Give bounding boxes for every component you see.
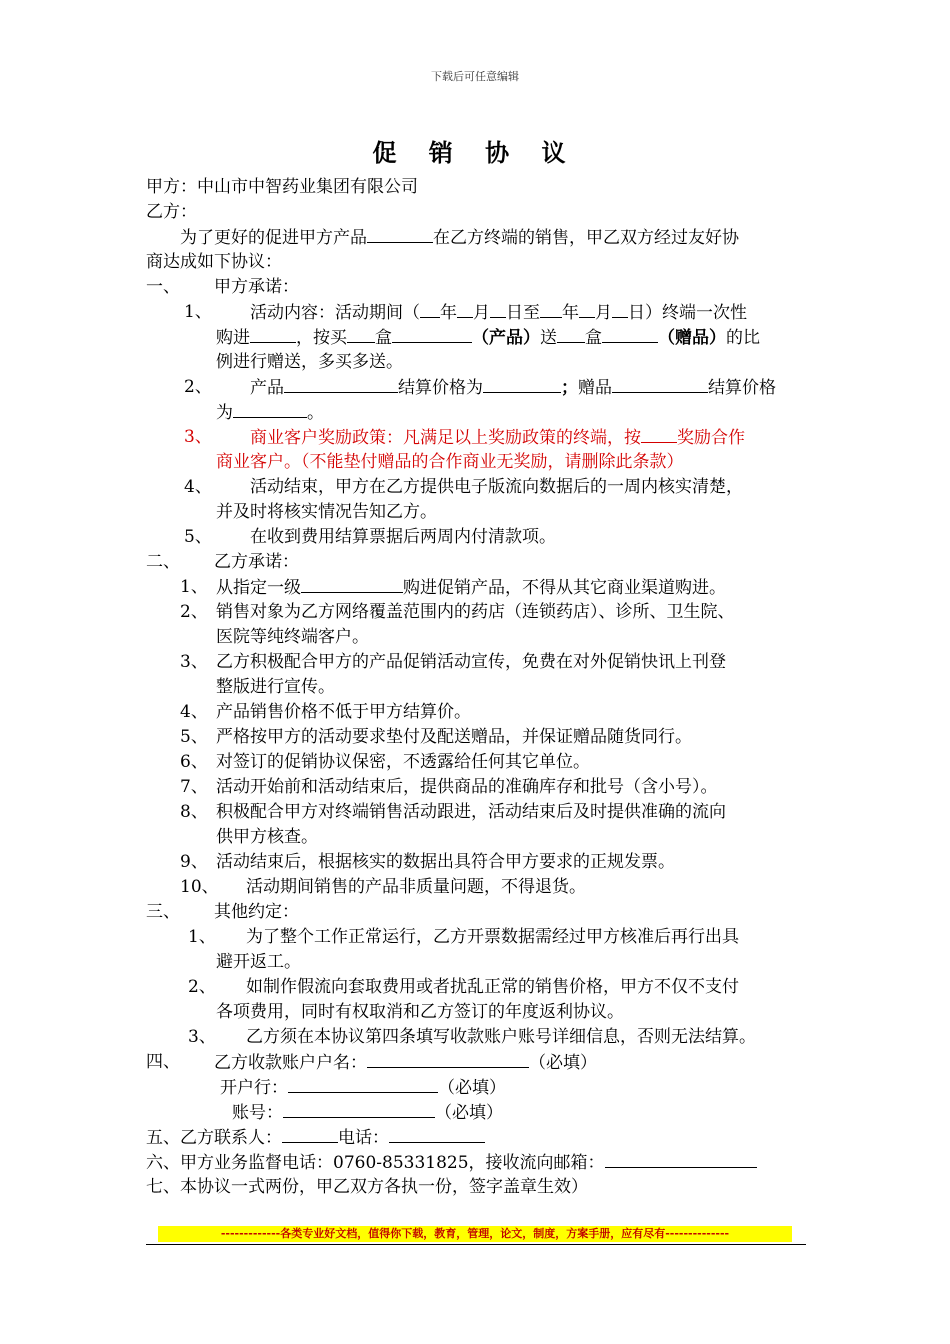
s2-item-7-number: 7、 — [180, 777, 208, 797]
s1-item-3-number: 3、 — [184, 427, 212, 447]
s2-item-4-number: 4、 — [180, 702, 208, 722]
s2-item-5-number: 5、 — [180, 727, 208, 747]
s1-item-1-number: 1、 — [184, 302, 212, 322]
contact-blank[interactable] — [282, 1125, 338, 1143]
section-7-row: 七、本协议一式两份，甲乙双方各执一份，签字盖章生效） — [146, 1177, 588, 1197]
s1-item-5-number: 5、 — [184, 527, 212, 547]
phone-blank[interactable] — [389, 1125, 485, 1143]
s1-item-1-line-1: 活动内容：活动期间（ 年 月 日至 年 月 日）终端一次性 — [250, 300, 747, 325]
s2-item-4-line-1: 产品销售价格不低于甲方结算价。 — [216, 702, 471, 722]
s2-item-6-number: 6、 — [180, 752, 208, 772]
intro-line-2: 商达成如下协议： — [146, 252, 282, 272]
s2-item-10-number: 10、 — [180, 877, 219, 897]
bank-blank[interactable] — [288, 1075, 438, 1093]
s2-item-2-line-1: 销售对象为乙方网络覆盖范围内的药店（连锁药店）、诊所、卫生院、 — [216, 602, 735, 622]
s2-item-3-line-1: 乙方积极配合甲方的产品促销活动宣传，免费在对外促销快讯上刊登 — [216, 652, 726, 672]
email-blank[interactable] — [605, 1150, 757, 1168]
s3-item-1-line-2: 避开返工。 — [216, 952, 301, 972]
s2-item-3-number: 3、 — [180, 652, 208, 672]
section-2-title: 乙方承诺： — [214, 552, 299, 572]
intro-line-1: 为了更好的促进甲方产品 在乙方终端的销售，甲乙双方经过友好协 — [180, 225, 739, 250]
s2-item-8-line-1: 积极配合甲方对终端销售活动跟进，活动结束后及时提供准确的流向 — [216, 802, 726, 822]
s2-item-7-line-1: 活动开始前和活动结束后，提供商品的准确库存和批号（含小号）。 — [216, 777, 718, 797]
s1-item-2-number: 2、 — [184, 377, 212, 397]
section-3-title: 其他约定： — [214, 902, 299, 922]
s1-item-2-line-2: 为 。 — [216, 400, 324, 425]
s2-item-1-number: 1、 — [180, 577, 208, 597]
s3-item-2-number: 2、 — [188, 977, 216, 997]
section-2-number: 二、 — [146, 552, 180, 572]
s1-item-3-line-2: 商业客户。（不能垫付赠品的合作商业无奖励，请删除此条款） — [216, 452, 684, 472]
s2-item-8-number: 8、 — [180, 802, 208, 822]
section-5-row: 五、乙方联系人： 电话： — [146, 1125, 485, 1150]
s2-item-9-line-1: 活动结束后，根据核实的数据出具符合甲方要求的正规发票。 — [216, 852, 675, 872]
s2-item-5-line-1: 严格按甲方的活动要求垫付及配送赠品，并保证赠品随货同行。 — [216, 727, 692, 747]
footer-banner: -------------各类专业好文档，值得你下载，教育，管理，论文，制度，方案手册，应有尽有-------------- — [158, 1226, 792, 1242]
s2-item-1-line-1: 从指定一级 购进促销产品，不得从其它商业渠道购进。 — [216, 575, 726, 600]
document-title: 促 销 协 议 — [372, 138, 578, 167]
party-a: 甲方：中山市中智药业集团有限公司 — [146, 177, 418, 197]
s1-item-3-line-1: 商业客户奖励政策：凡满足以上奖励政策的终端，按 奖励合作 — [250, 425, 745, 450]
account-name-row: 乙方收款账户户名： （必填） — [214, 1050, 597, 1075]
s2-item-10-line-1: 活动期间销售的产品非质量问题，不得退货。 — [246, 877, 586, 897]
s3-item-2-line-1: 如制作假流向套取费用或者扰乱正常的销售价格，甲方不仅不支付 — [246, 977, 739, 997]
s3-item-1-number: 1、 — [188, 927, 216, 947]
party-b: 乙方： — [146, 202, 197, 222]
s3-item-2-line-2: 各项费用，同时有权取消和乙方签订的年度返利协议。 — [216, 1002, 624, 1022]
s3-item-3-line-1: 乙方须在本协议第四条填写收款账户账号详细信息，否则无法结算。 — [246, 1027, 756, 1047]
s2-item-2-number: 2、 — [180, 602, 208, 622]
s1-item-4-number: 4、 — [184, 477, 212, 497]
account-number-blank[interactable] — [283, 1100, 435, 1118]
s1-item-1-line-3: 例进行赠送，多买多送。 — [216, 352, 403, 372]
section-1-title: 甲方承诺： — [214, 277, 299, 297]
section-1-number: 一、 — [146, 277, 180, 297]
section-6-row: 六、甲方业务监督电话：0760-85331825，接收流向邮箱： — [146, 1150, 757, 1175]
s1-item-4-line-2: 并及时将核实情况告知乙方。 — [216, 502, 437, 522]
section-4-number: 四、 — [146, 1052, 180, 1072]
s1-item-5-line-1: 在收到费用结算票据后两周内付清款项。 — [250, 527, 556, 547]
account-name-blank[interactable] — [367, 1050, 529, 1068]
s2-item-2-line-2: 医院等纯终端客户。 — [216, 627, 369, 647]
header-note: 下载后可任意编辑 — [431, 70, 519, 83]
s2-item-8-line-2: 供甲方核查。 — [216, 827, 318, 847]
s3-item-3-number: 3、 — [188, 1027, 216, 1047]
s2-item-9-number: 9、 — [180, 852, 208, 872]
account-number-row: 账号： （必填） — [232, 1100, 503, 1125]
s3-item-1-line-1: 为了整个工作正常运行，乙方开票数据需经过甲方核准后再行出具 — [246, 927, 739, 947]
s1-item-2-line-1: 产品 结算价格为 ；赠品 结算价格 — [250, 375, 776, 400]
s2-item-3-line-2: 整版进行宣传。 — [216, 677, 335, 697]
s1-item-4-line-1: 活动结束，甲方在乙方提供电子版流向数据后的一周内核实清楚， — [250, 477, 743, 497]
footer-divider — [146, 1244, 806, 1245]
s2-item-6-line-1: 对签订的促销协议保密，不透露给任何其它单位。 — [216, 752, 590, 772]
s1-item-1-line-2: 购进 ，按买 盒 （产品）送 盒 （赠品）的比 — [216, 325, 760, 350]
section-3-number: 三、 — [146, 902, 180, 922]
bank-row: 开户行： （必填） — [220, 1075, 506, 1100]
